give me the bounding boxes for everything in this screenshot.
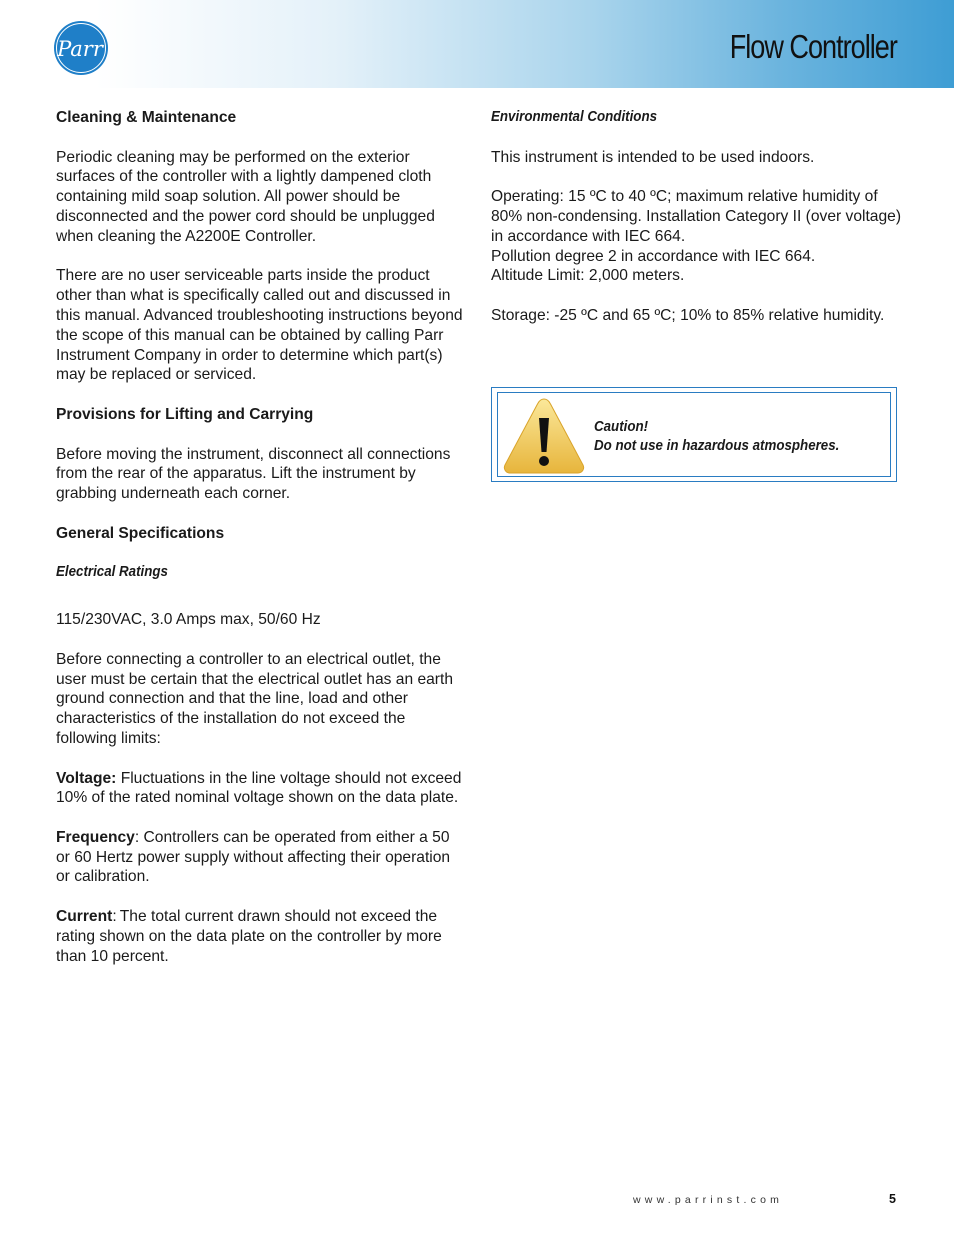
frequency-label: Frequency — [56, 828, 135, 846]
voltage-paragraph — [56, 769, 466, 809]
left-column — [56, 108, 466, 986]
lifting-heading: Provisions for Lifting and Carrying — [56, 405, 314, 423]
footer-url: www.parrinst.com — [633, 1194, 784, 1206]
cleaning-paragraph-1: Periodic cleaning may be performed on the exterior surfaces of the controller with a lightly dampened cloth containing mild soap solution. All power should be disconnected and the power cord should be unplugged when cleaning the A2200E Controller. — [56, 148, 435, 245]
current-text: : The total current drawn should not exceed the rating shown on the data plate on the controller by more than 10 percent. — [56, 908, 442, 965]
lifting-paragraph: Before moving the instrument, disconnect all connections from the rear of the apparatus. Lift the instrument by grabbing underneath each corner. — [56, 445, 451, 503]
caution-text — [594, 418, 839, 456]
cleaning-heading: Cleaning & Maintenance — [56, 109, 237, 126]
page-number: 5 — [889, 1192, 896, 1206]
parr-logo — [53, 20, 109, 76]
caution-box — [491, 387, 897, 482]
frequency-paragraph — [56, 828, 466, 887]
voltage-text: Fluctuations in the line voltage should not exceed 10% of the rated nominal voltage shown on the data plate. — [56, 769, 462, 807]
caution-title: Caution! — [594, 419, 649, 435]
storage-paragraph: Storage: -25 ºC and 65 ºC; 10% to 85% relative humidity. — [491, 306, 885, 324]
voltage-label: Voltage: — [56, 769, 117, 787]
electrical-ratings-heading: Electrical Ratings — [56, 564, 168, 581]
caution-box-inner — [497, 392, 891, 477]
svg-text:Parr: Parr — [57, 37, 103, 61]
environmental-heading: Environmental Conditions — [491, 109, 658, 125]
warning-exclamation-icon — [502, 396, 586, 475]
right-column — [491, 108, 901, 346]
page-header — [0, 0, 954, 88]
ratings-line: 115/230VAC, 3.0 Amps max, 50/60 Hz — [56, 611, 321, 629]
altitude-line: Altitude Limit: 2,000 meters. — [491, 267, 685, 285]
caution-message: Do not use in hazardous atmospheres. — [594, 438, 840, 454]
indoor-paragraph: This instrument is intended to be used indoors. — [491, 148, 815, 166]
current-paragraph — [56, 907, 466, 966]
operating-paragraph: Operating: 15 ºC to 40 ºC; maximum relative humidity of 80% non-condensing. Installation Category II (over voltage) in accordance with IEC 664. — [491, 188, 902, 245]
page-title: Flow Controller — [729, 28, 897, 65]
connecting-paragraph: Before connecting a controller to an electrical outlet, the user must be certain that the electrical outlet has an earth ground connection and that the line, load and other characteristics of the installation do not exceed the following limits: — [56, 650, 453, 747]
current-label: Current — [56, 908, 113, 926]
pollution-line: Pollution degree 2 in accordance with IEC 664. — [491, 247, 816, 265]
cleaning-paragraph-2: There are no user serviceable parts inside the product other than what is specifically called out and discussed in this manual. Advanced troubleshooting instructions beyond the scope of this manual can be obtained by calling Parr Instrument Company in order to determine which part(s) may be replaced or serviced. — [56, 267, 463, 384]
general-specs-heading: General Specifications — [56, 524, 225, 542]
frequency-text: : Controllers can be operated from either a 50 or 60 Hertz power supply without affecting their operation or calibration. — [56, 828, 451, 886]
